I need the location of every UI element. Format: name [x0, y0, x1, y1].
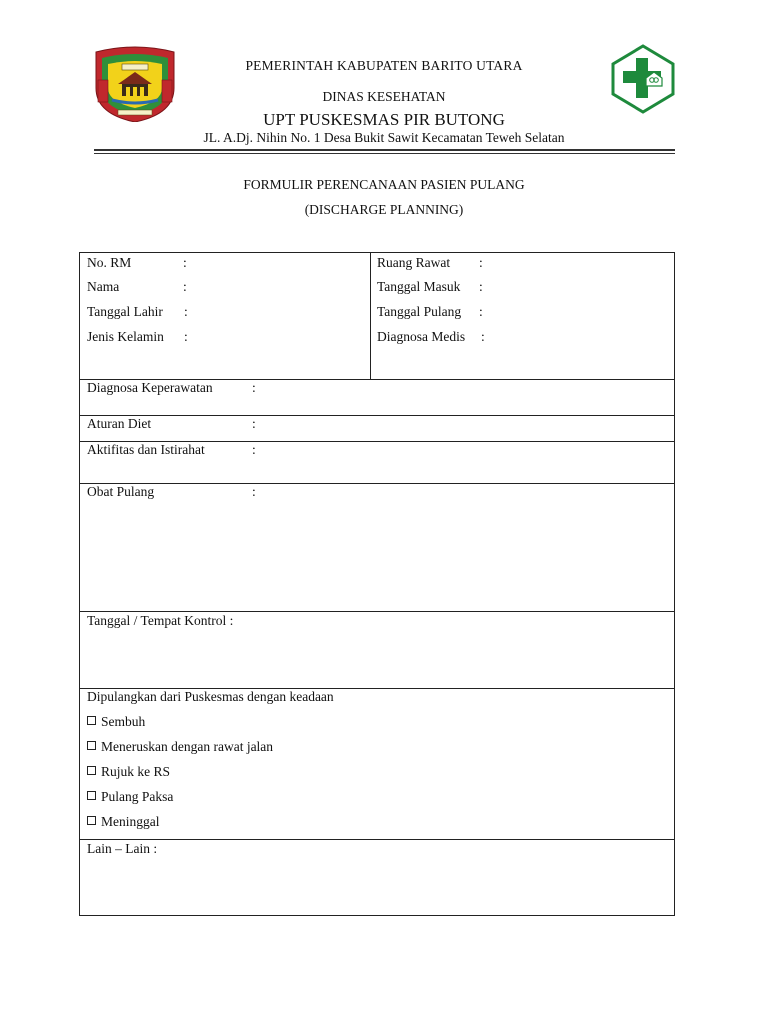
checkbox-label: Meneruskan dengan rawat jalan [101, 739, 274, 754]
form-subtitle: (DISCHARGE PLANNING) [304, 202, 464, 217]
checkbox-option-rujuk[interactable] [87, 764, 170, 780]
address-line: JL. A.Dj. Nihin No. 1 Desa Bukit Sawit Kecamatan Teweh Selatan [203, 130, 565, 145]
field-sep: : [184, 329, 188, 344]
checkbox-icon[interactable] [87, 741, 96, 750]
field-sep: : [183, 255, 187, 270]
row-divider [80, 611, 674, 612]
checkbox-option-pulang-paksa[interactable] [87, 789, 173, 805]
checkbox-option-sembuh[interactable] [87, 714, 145, 730]
row-divider [80, 415, 674, 416]
field-label-nama: Nama [87, 279, 120, 294]
checkbox-option-meninggal[interactable] [87, 814, 160, 830]
checkbox-icon[interactable] [87, 716, 96, 725]
field-label-tanggal-pulang: Tanggal Pulang [377, 304, 462, 319]
row-divider [80, 839, 674, 840]
discharge-form-table [79, 252, 675, 916]
field-sep: : [252, 484, 256, 499]
header-rule-thin [94, 153, 675, 154]
field-label-tanggal-lahir: Tanggal Lahir [87, 304, 163, 319]
field-label-jenis-kelamin: Jenis Kelamin [87, 329, 164, 344]
field-label-tanggal-masuk: Tanggal Masuk [377, 279, 461, 294]
section-label-aturan-diet: Aturan Diet [87, 416, 152, 431]
institution-heading: UPT PUSKESMAS PIR BUTONG [263, 110, 505, 129]
field-sep: : [252, 380, 256, 395]
field-sep: : [479, 304, 483, 319]
field-label-ruang-rawat: Ruang Rawat [377, 255, 451, 270]
checkbox-label: Sembuh [101, 714, 146, 729]
column-divider [370, 253, 371, 379]
form-title: FORMULIR PERENCANAAN PASIEN PULANG [243, 177, 525, 192]
field-label-diagnosa-medis: Diagnosa Medis [377, 329, 466, 344]
field-sep: : [481, 329, 485, 344]
checkbox-icon[interactable] [87, 791, 96, 800]
checkbox-label: Pulang Paksa [101, 789, 174, 804]
department-heading: DINAS KESEHATAN [322, 89, 446, 104]
field-sep: : [252, 442, 256, 457]
header-rule-thick [94, 149, 675, 151]
checkbox-label: Meninggal [101, 814, 160, 829]
checkbox-label: Rujuk ke RS [101, 764, 171, 779]
section-label-diagnosa-keperawatan: Diagnosa Keperawatan [87, 380, 213, 395]
checkbox-icon[interactable] [87, 766, 96, 775]
field-sep: : [252, 416, 256, 431]
row-divider [80, 483, 674, 484]
field-sep: : [479, 279, 483, 294]
government-heading: PEMERINTAH KABUPATEN BARITO UTARA [245, 58, 523, 73]
section-label-lain-lain: Lain – Lain : [87, 841, 158, 856]
checkbox-option-rawat-jalan[interactable] [87, 739, 273, 755]
section-label-aktifitas: Aktifitas dan Istirahat [87, 442, 205, 457]
field-sep: : [183, 279, 187, 294]
field-sep: : [479, 255, 483, 270]
section-label-kontrol: Tanggal / Tempat Kontrol : [87, 613, 234, 628]
checkbox-icon[interactable] [87, 816, 96, 825]
section-label-obat-pulang: Obat Pulang [87, 484, 155, 499]
section-label-keadaan: Dipulangkan dari Puskesmas dengan keadaan [87, 689, 334, 704]
field-label-no-rm: No. RM [87, 255, 132, 270]
field-sep: : [184, 304, 188, 319]
